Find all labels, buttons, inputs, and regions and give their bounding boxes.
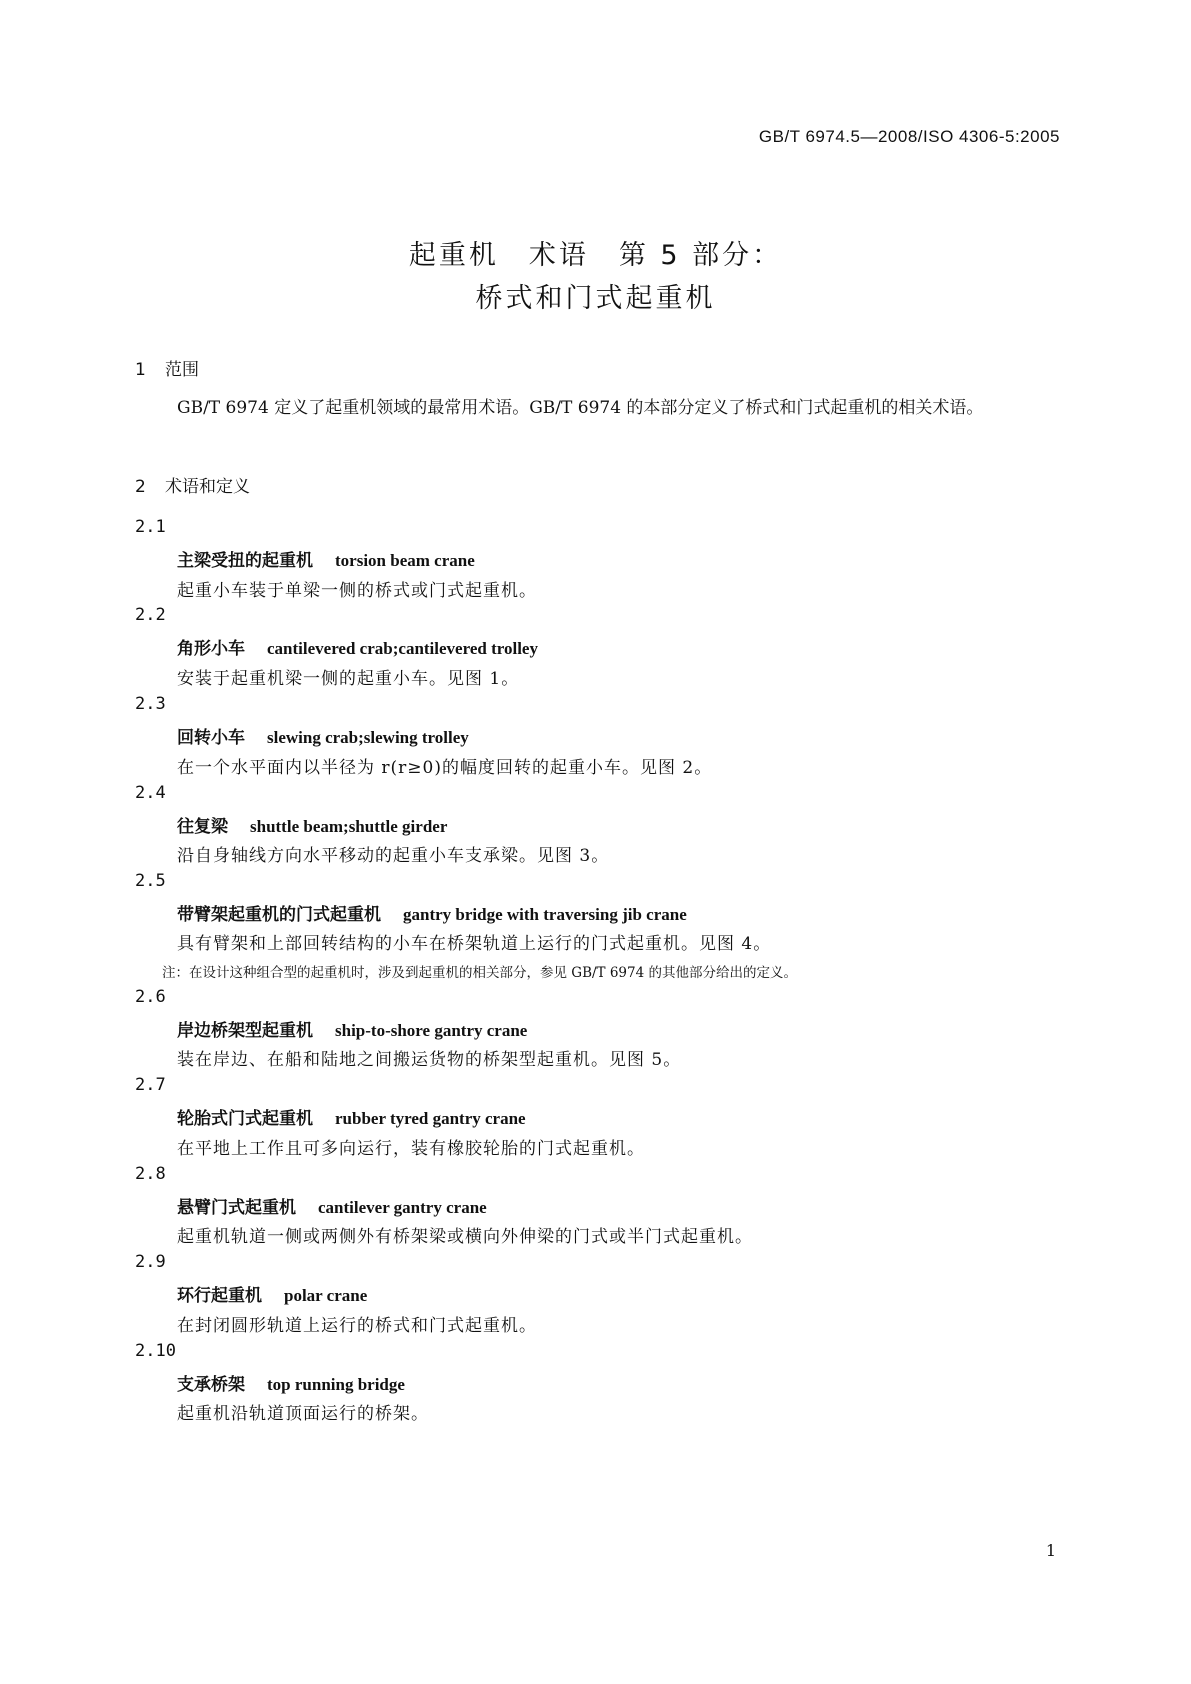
entry-number: 2.1	[135, 517, 166, 537]
term-zh: 轮胎式门式起重机	[177, 1109, 313, 1129]
entry-definition: 起重机轨道一侧或两侧外有桥架梁或横向外伸梁的门式或半门式起重机。	[177, 1227, 753, 1247]
entry-definition: 在平地上工作且可多向运行，装有橡胶轮胎的门式起重机。	[177, 1139, 645, 1159]
term-en: top running bridge	[267, 1375, 405, 1394]
section-1-number: 1	[135, 360, 146, 380]
term-zh: 主梁受扭的起重机	[177, 551, 313, 571]
term-zh: 环行起重机	[177, 1286, 262, 1306]
entry-number: 2.7	[135, 1075, 166, 1095]
entry-definition: 沿自身轴线方向水平移动的起重小车支承梁。见图 3。	[177, 846, 610, 866]
entry-definition: 在一个水平面内以半径为 r(r≥0)的幅度回转的起重小车。见图 2。	[177, 758, 713, 778]
entry-term	[177, 1193, 487, 1218]
entry-note: 注：在设计这种组合型的起重机时，涉及到起重机的相关部分，参见 GB/T 6974 的其他部分给出的定义。	[162, 965, 797, 981]
term-en: cantilever gantry crane	[318, 1198, 487, 1217]
entry-term	[177, 1370, 405, 1395]
entry-term	[177, 546, 475, 571]
section-1-heading	[135, 355, 199, 380]
section-2-heading	[135, 472, 250, 497]
term-en: slewing crab;slewing trolley	[267, 728, 469, 747]
entry-term	[177, 812, 447, 837]
entry-number: 2.8	[135, 1164, 166, 1184]
entry-term	[177, 634, 538, 659]
term-en: rubber tyred gantry crane	[335, 1109, 526, 1128]
entry-number: 2.2	[135, 605, 166, 625]
term-en: gantry bridge with traversing jib crane	[403, 905, 687, 924]
entry-definition: 具有臂架和上部回转结构的小车在桥架轨道上运行的门式起重机。见图 4。	[177, 934, 772, 954]
page-number: 1	[1045, 1541, 1056, 1560]
entry-term	[177, 1281, 367, 1306]
entry-definition: 起重机沿轨道顶面运行的桥架。	[177, 1404, 429, 1424]
entry-number: 2.4	[135, 783, 166, 803]
document-title-line2: 桥式和门式起重机	[475, 283, 716, 314]
entry-term	[177, 1104, 526, 1129]
entry-number: 2.3	[135, 694, 166, 714]
term-en: shuttle beam;shuttle girder	[250, 817, 448, 836]
entry-number: 2.9	[135, 1252, 166, 1272]
entry-number: 2.6	[135, 987, 166, 1007]
term-zh: 支承桥架	[177, 1375, 245, 1395]
term-en: torsion beam crane	[335, 551, 475, 570]
term-zh: 悬臂门式起重机	[177, 1198, 296, 1218]
section-2-title: 术语和定义	[165, 477, 250, 497]
entry-term	[177, 1016, 527, 1041]
entry-definition: 装在岸边、在船和陆地之间搬运货物的桥架型起重机。见图 5。	[177, 1050, 682, 1070]
entry-term	[177, 900, 687, 925]
entry-number: 2.10	[135, 1341, 176, 1361]
section-1-title: 范围	[165, 360, 199, 380]
term-en: ship-to-shore gantry crane	[335, 1021, 528, 1040]
section-1-paragraph: GB/T 6974 定义了起重机领域的最常用术语。GB/T 6974 的本部分定义了桥式和门式起重机的相关术语。	[177, 398, 984, 418]
term-en: polar crane	[284, 1286, 368, 1305]
entry-definition: 起重小车装于单梁一侧的桥式或门式起重机。	[177, 581, 537, 601]
term-zh: 回转小车	[177, 728, 245, 748]
term-zh: 往复梁	[177, 817, 228, 837]
term-zh: 角形小车	[177, 639, 245, 659]
term-zh: 岸边桥架型起重机	[177, 1021, 313, 1041]
section-2-number: 2	[135, 477, 146, 497]
document-code: GB/T 6974.5—2008/ISO 4306-5:2005	[758, 127, 1060, 146]
document-title-line1: 起重机 术语 第 5 部分：	[408, 240, 783, 271]
entry-number: 2.5	[135, 871, 166, 891]
term-en: cantilevered crab;cantilevered trolley	[267, 639, 538, 658]
entry-definition: 在封闭圆形轨道上运行的桥式和门式起重机。	[177, 1316, 537, 1336]
entry-term	[177, 723, 469, 748]
entry-definition: 安装于起重机梁一侧的起重小车。见图 1。	[177, 669, 520, 689]
term-zh: 带臂架起重机的门式起重机	[177, 905, 381, 925]
